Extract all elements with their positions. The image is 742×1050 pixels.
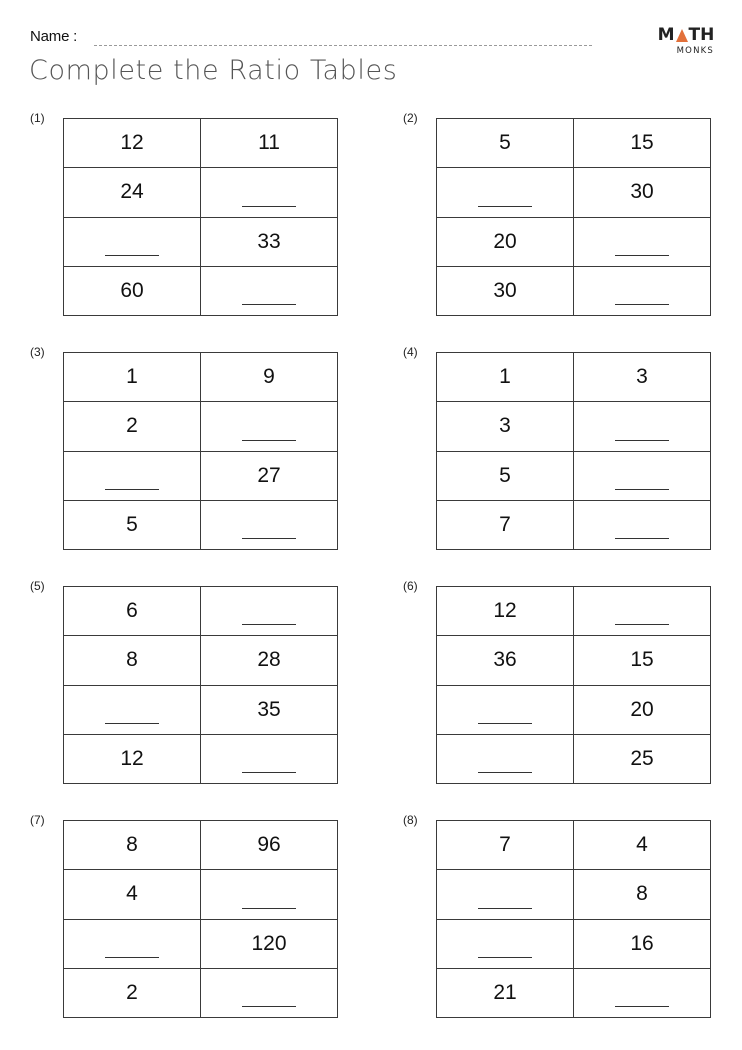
table-row [64,451,338,500]
table-row [64,734,338,783]
table-row [64,402,338,451]
problem-number: (8) [403,813,418,827]
name-input-line[interactable] [94,45,592,46]
table-row [437,500,711,549]
cell-value: 28 [257,648,281,672]
cell-value: 11 [258,131,280,155]
table-cell [64,636,201,685]
cell-value: 1 [499,365,511,389]
logo-text-monks: MONKS [676,46,714,56]
ratio-table [436,352,711,550]
cell-value: 21 [493,980,517,1004]
table-cell [437,821,574,870]
problem-8 [393,813,723,1023]
ratio-table [63,820,338,1018]
cell-value: 3 [636,365,648,389]
table-cell [64,968,201,1017]
cell-value: 7 [499,512,511,536]
table-row [437,217,711,266]
cell-value: 8 [636,882,648,906]
cell-value: 2 [126,980,138,1004]
answer-blank-line[interactable] [478,908,532,909]
table-cell [574,919,711,968]
answer-blank-line[interactable] [242,624,296,625]
table-row [437,587,711,636]
cell-value: 12 [120,131,144,155]
problem-4 [393,345,723,555]
problem-number: (1) [30,111,45,125]
table-cell [437,587,574,636]
cell-value: 96 [257,833,281,857]
table-row [437,919,711,968]
table-row [64,500,338,549]
table-cell [201,217,338,266]
table-cell [64,266,201,315]
answer-blank-cell[interactable] [437,870,574,919]
cell-value: 9 [263,365,275,389]
answer-blank-line[interactable] [615,304,669,305]
table-cell [201,685,338,734]
answer-blank-cell[interactable] [201,734,338,783]
answer-blank-cell[interactable] [64,451,201,500]
table-cell [574,168,711,217]
table-cell [574,870,711,919]
answer-blank-cell[interactable] [437,168,574,217]
table-cell [437,402,574,451]
table-row [437,870,711,919]
table-row [64,870,338,919]
cell-value: 15 [630,648,654,672]
cell-value: 3 [499,414,511,438]
cell-value: 4 [636,833,648,857]
answer-blank-cell[interactable] [201,402,338,451]
table-row [437,353,711,402]
table-row [64,968,338,1017]
table-row [64,168,338,217]
answer-blank-line[interactable] [242,206,296,207]
problem-number: (6) [403,579,418,593]
problem-number: (2) [403,111,418,125]
answer-blank-line[interactable] [615,489,669,490]
answer-blank-cell[interactable] [201,500,338,549]
cell-value: 20 [493,229,517,253]
answer-blank-line[interactable] [615,624,669,625]
name-label: Name : [30,28,78,45]
answer-blank-cell[interactable] [574,968,711,1017]
cell-value: 60 [120,278,144,302]
ratio-table [436,586,711,784]
table-row [64,217,338,266]
table-cell [437,119,574,168]
table-cell [201,919,338,968]
answer-blank-cell[interactable] [437,734,574,783]
cell-value: 12 [120,746,144,770]
answer-blank-line[interactable] [242,304,296,305]
table-row [437,636,711,685]
table-row [437,266,711,315]
table-row [64,821,338,870]
answer-blank-line[interactable] [242,538,296,539]
ratio-table [63,118,338,316]
problem-number: (3) [30,345,45,359]
answer-blank-line[interactable] [105,255,159,256]
answer-blank-line[interactable] [242,440,296,441]
answer-blank-cell[interactable] [201,870,338,919]
cell-value: 15 [630,131,654,155]
table-row [437,119,711,168]
table-cell [437,451,574,500]
answer-blank-cell[interactable] [64,217,201,266]
table-row [64,266,338,315]
answer-blank-line[interactable] [615,1006,669,1007]
table-row [64,353,338,402]
table-row [64,685,338,734]
table-cell [574,636,711,685]
answer-blank-line[interactable] [242,1006,296,1007]
table-row [437,451,711,500]
answer-blank-cell[interactable] [64,685,201,734]
table-cell [574,685,711,734]
cell-value: 6 [126,599,138,623]
answer-blank-line[interactable] [615,538,669,539]
table-cell [201,636,338,685]
table-cell [64,587,201,636]
table-row [437,402,711,451]
table-cell [201,821,338,870]
table-row [437,968,711,1017]
cell-value: 5 [126,512,138,536]
problem-2 [393,111,723,321]
cell-value: 30 [630,180,654,204]
table-cell [201,451,338,500]
answer-blank-line[interactable] [615,255,669,256]
table-row [64,636,338,685]
name-row [30,28,77,45]
table-cell [64,353,201,402]
answer-blank-line[interactable] [242,772,296,773]
table-cell [574,821,711,870]
cell-value: 36 [493,648,517,672]
answer-blank-cell[interactable] [574,217,711,266]
cell-value: 27 [257,463,281,487]
ratio-table [436,820,711,1018]
table-cell [437,217,574,266]
problem-1 [20,111,350,321]
problem-number: (4) [403,345,418,359]
answer-blank-line[interactable] [242,908,296,909]
answer-blank-cell[interactable] [574,500,711,549]
answer-blank-cell[interactable] [574,451,711,500]
logo-text-th: TH [688,25,715,45]
answer-blank-line[interactable] [478,772,532,773]
cell-value: 5 [499,463,511,487]
cell-value: 2 [126,414,138,438]
answer-blank-line[interactable] [105,723,159,724]
table-row [64,119,338,168]
table-row [437,168,711,217]
table-cell [437,636,574,685]
answer-blank-cell[interactable] [437,919,574,968]
triangle-icon [676,29,688,42]
answer-blank-cell[interactable] [201,266,338,315]
cell-value: 12 [493,599,517,623]
cell-value: 20 [630,697,654,721]
answer-blank-line[interactable] [478,723,532,724]
table-cell [201,353,338,402]
table-cell [64,500,201,549]
table-cell [437,353,574,402]
problem-3 [20,345,350,555]
problem-number: (5) [30,579,45,593]
answer-blank-cell[interactable] [574,587,711,636]
cell-value: 4 [126,882,138,906]
math-monks-logo [656,27,716,56]
answer-blank-line[interactable] [478,206,532,207]
cell-value: 1 [126,365,138,389]
table-row [437,685,711,734]
table-cell [437,266,574,315]
ratio-table [436,118,711,316]
problem-5 [20,579,350,789]
answer-blank-line[interactable] [105,489,159,490]
problem-7 [20,813,350,1023]
answer-blank-cell[interactable] [64,919,201,968]
cell-value: 8 [126,833,138,857]
cell-value: 30 [493,278,517,302]
table-cell [201,119,338,168]
answer-blank-cell[interactable] [201,968,338,1017]
table-cell [64,119,201,168]
answer-blank-line[interactable] [105,957,159,958]
answer-blank-line[interactable] [478,957,532,958]
page-title: Complete the Ratio Tables [29,55,398,86]
answer-blank-cell[interactable] [574,266,711,315]
cell-value: 8 [126,648,138,672]
table-cell [64,821,201,870]
answer-blank-cell[interactable] [201,168,338,217]
table-row [437,821,711,870]
problem-number: (7) [30,813,45,827]
ratio-table [63,352,338,550]
table-cell [437,500,574,549]
cell-value: 7 [499,833,511,857]
table-cell [574,353,711,402]
table-cell [437,968,574,1017]
table-cell [64,402,201,451]
table-cell [64,734,201,783]
ratio-table [63,586,338,784]
table-cell [64,870,201,919]
problem-6 [393,579,723,789]
answer-blank-line[interactable] [615,440,669,441]
table-cell [574,119,711,168]
answer-blank-cell[interactable] [437,685,574,734]
cell-value: 33 [257,229,281,253]
answer-blank-cell[interactable] [201,587,338,636]
cell-value: 5 [499,131,511,155]
cell-value: 25 [630,746,654,770]
cell-value: 16 [630,931,654,955]
logo-text-m: M [657,25,675,45]
cell-value: 24 [120,180,144,204]
cell-value: 120 [251,931,287,955]
answer-blank-cell[interactable] [574,402,711,451]
table-row [437,734,711,783]
table-cell [574,734,711,783]
table-row [64,919,338,968]
cell-value: 35 [257,697,281,721]
table-cell [64,168,201,217]
table-row [64,587,338,636]
